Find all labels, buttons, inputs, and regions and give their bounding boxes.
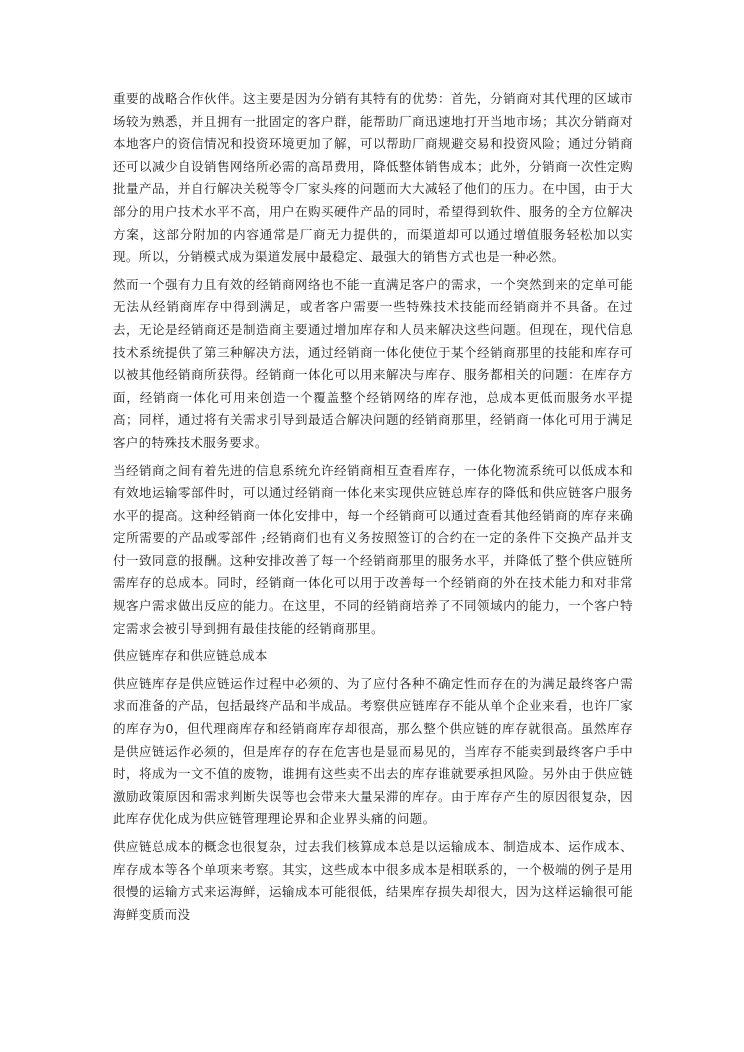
document-page [113,88,633,931]
section-heading: 供应链库存和供应链总成本 [113,648,268,664]
paragraph-supply-chain-inventory: 供应链库存是供应链运作过程中必须的、为了应付各种不确定性而存在的为满足最终客户需求而准备的产品，包括最终产品和半成品。考察供应链库存不能从单个企业来看，也许厂家的库存为0，但代理商库存和经销商库存却很高，那么整个供应链的库存就很高。虽然库存是供应链运作必须的，但是库存的存在危害也是显而易见的，当库存不能卖到最终客户手中时，将成为一文不值的废物，谁拥有这些卖不出去的库存谁就要承担风险。另外由于供应链激励政策原因和需求判断失误等也会带来大量呆滞的库存。由于库存产生的原因很复杂，因此库存优化成为供应链管理理论界和企业界头痛的问题。 [113,675,633,827]
paragraph-dealer-network: 然而一个强有力且有效的经销商网络也不能一直满足客户的需求，一个突然到来的定单可能无法从经销商库存中得到满足，或者客户需要一些特殊技术技能而经销商并不具备。在过去，无论是经销商还是制造商主要通过增加库存和人员来解决这些问题。但现在，现代信息技术系统提供了第三种解决方法，通过经销商一体化使位于某个经销商那里的技能和库存可以被其他经销商所获得。经销商一体化可以用来解决与库存、服务都相关的问题：在库存方面，经销商一体化可用来创造一个覆盖整个经销网络的库存池，总成本更低而服务水平提高；同样，通过将有关需求引导到最适合解决问题的经销商那里，经销商一体化可用于满足客户的特殊技术服务要求。 [113,276,633,450]
paragraph-dealer-integration: 当经销商之间有着先进的信息系统允许经销商相互查看库存，一体化物流系统可以低成本和有效地运输零部件时，可以通过经销商一体化来实现供应链总库存的降低和供应链客户服务水平的提高。这种经销商一体化安排中，每一个经销商可以通过查看其他经销商的库存来确定所需要的产品或零部件 ;经销商们也有义务按照签订的合约在一定的条件下交换产品并支付一致同意的报酬。这种安排改善了每一个经销商那里的服务水平，并降低了整个供应链所需库存的总成本。同时，经销商一体化可以用于改善每一个经销商的外在技术能力和对非常规客户需求做出反应的能力。在这里，不同的经销商培养了不同领域内的能力，一个客户特定需求会被引导到拥有最佳技能的经销商那里。 [113,462,633,636]
paragraph-distribution-advantages: 重要的战略合作伙伴。这主要是因为分销有其特有的优势：首先，分销商对其代理的区域市场较为熟悉，并且拥有一批固定的客户群，能帮助厂商迅速地打开当地市场；其次分销商对本地客户的资信情况和投资环境更加了解，可以帮助厂商规避交易和投资风险；通过分销商还可以减少自设销售网络所必需的高昂费用，降低整体销售成本；此外，分销商一次性定购批量产品，并自行解决关税等令厂家头疼的问题而大大减轻了他们的压力。在中国，由于大部分的用户技术水平不高，用户在购买硬件产品的同时，希望得到软件、服务的全方位解决方案，这部分附加的内容通常是厂商无力提供的，而渠道却可以通过增值服务轻松加以实现。所以，分销模式成为渠道发展中最稳定、最强大的销售方式也是一种必然。 [113,91,633,265]
paragraph-supply-chain-total-cost: 供应链总成本的概念也很复杂，过去我们核算成本总是以运输成本、制造成本、运作成本、库存成本等各个单项来考察。其实，这些成本中很多成本是相联系的，一个极端的例子是用很慢的运输方式来运海鲜，运输成本可能很低，结果库存损失却很大，因为这样运输很可能海鲜变质而没 [113,839,633,922]
